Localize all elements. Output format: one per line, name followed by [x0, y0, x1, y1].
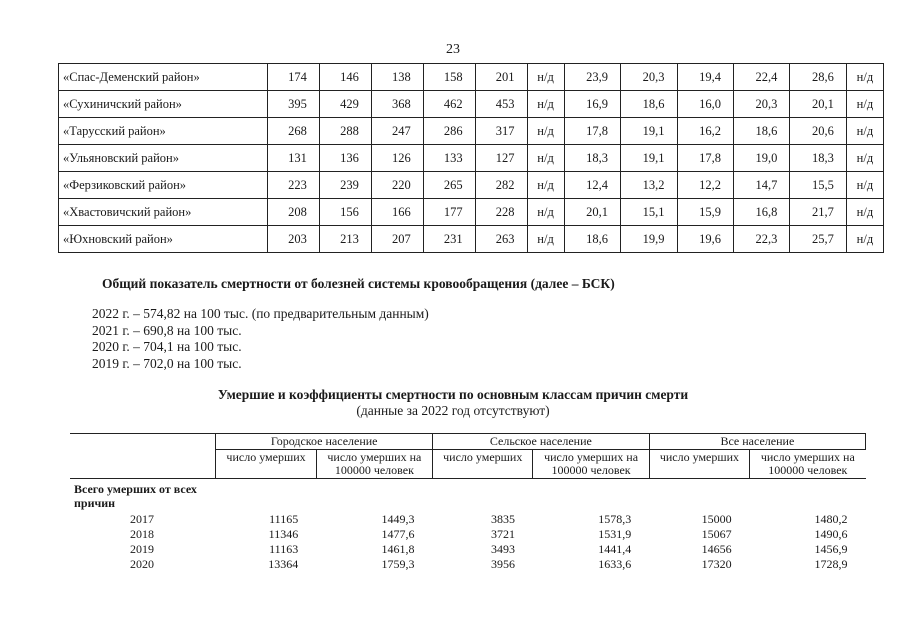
sub-header: число умерших на 100000 человек [750, 450, 866, 479]
district-value: 22,4 [733, 64, 789, 91]
bsk-line: 2021 г. – 690,8 на 100 тыс. [92, 322, 242, 338]
district-value: н/д [846, 172, 883, 199]
district-value: 12,2 [677, 172, 733, 199]
district-value: н/д [527, 91, 564, 118]
district-row [59, 64, 884, 91]
district-name: «Тарусский район» [59, 118, 268, 145]
district-value: 395 [268, 91, 320, 118]
district-value: 228 [475, 199, 527, 226]
district-value: 28,6 [790, 64, 846, 91]
district-value: н/д [846, 91, 883, 118]
year-value: 3956 [490, 557, 515, 571]
district-value: 20,6 [790, 118, 846, 145]
district-value: 265 [423, 172, 475, 199]
year-value: 3493 [490, 542, 515, 556]
district-value: 12,4 [564, 172, 620, 199]
district-name: «Юхновский район» [59, 226, 268, 253]
year-value: 1759,3 [381, 557, 415, 571]
district-row [59, 199, 884, 226]
district-value: 13,2 [621, 172, 677, 199]
district-value: н/д [527, 226, 564, 253]
sub-header: число умерших [649, 450, 749, 479]
district-value: н/д [527, 172, 564, 199]
district-value: 247 [371, 118, 423, 145]
sub-header: число умерших [433, 450, 533, 479]
district-value: 18,6 [621, 91, 677, 118]
year-value: 11165 [269, 512, 299, 526]
district-value: 25,7 [790, 226, 846, 253]
district-value: 133 [423, 145, 475, 172]
district-value: 462 [423, 91, 475, 118]
year-value: 1728,9 [814, 557, 848, 571]
district-value: 16,9 [564, 91, 620, 118]
year-value: 14656 [701, 542, 732, 556]
bsk-section-title: Общий показатель смертности от болезней системы кровообращения (далее – БСК) [102, 276, 615, 291]
district-value: 18,6 [733, 118, 789, 145]
district-value: 19,6 [677, 226, 733, 253]
year-value: 1480,2 [814, 512, 848, 526]
district-value: 317 [475, 118, 527, 145]
district-value: 19,0 [733, 145, 789, 172]
district-value: 136 [319, 145, 371, 172]
district-value: 15,9 [677, 199, 733, 226]
district-value: 146 [319, 64, 371, 91]
district-value: 220 [371, 172, 423, 199]
district-value: н/д [846, 145, 883, 172]
year-row [70, 542, 866, 557]
year-value: 1477,6 [381, 527, 415, 541]
district-value: 288 [319, 118, 371, 145]
district-name: «Спас-Деменский район» [59, 64, 268, 91]
year-row [70, 527, 866, 542]
district-row [59, 91, 884, 118]
district-row [59, 145, 884, 172]
district-value: 239 [319, 172, 371, 199]
district-value: 203 [268, 226, 320, 253]
district-value: 16,2 [677, 118, 733, 145]
district-value: 20,1 [790, 91, 846, 118]
year-value: 1633,6 [598, 557, 632, 571]
district-value: 16,0 [677, 91, 733, 118]
district-value: 127 [475, 145, 527, 172]
bsk-line: 2020 г. – 704,1 на 100 тыс. [92, 339, 242, 354]
district-row [59, 172, 884, 199]
year-value: 3721 [490, 527, 515, 541]
district-value: 21,7 [790, 199, 846, 226]
district-value: 208 [268, 199, 320, 226]
district-value: 223 [268, 172, 320, 199]
district-value: 18,6 [564, 226, 620, 253]
district-value: 15,1 [621, 199, 677, 226]
district-value: 263 [475, 226, 527, 253]
district-value: н/д [846, 226, 883, 253]
sub-header: число умерших на 100000 человек [533, 450, 649, 479]
district-value: 429 [319, 91, 371, 118]
district-value: 20,3 [621, 64, 677, 91]
year-value: 1449,3 [381, 512, 415, 526]
district-value: 282 [475, 172, 527, 199]
district-value: 14,7 [733, 172, 789, 199]
district-value: н/д [846, 199, 883, 226]
district-value: 138 [371, 64, 423, 91]
year-value: 15067 [701, 527, 732, 541]
district-name: «Ульяновский район» [59, 145, 268, 172]
districts-table [58, 63, 884, 253]
bsk-line: 2019 г. – 702,0 на 100 тыс. [92, 355, 242, 371]
year-value: 11163 [269, 542, 299, 556]
district-value: 18,3 [790, 145, 846, 172]
district-value: н/д [846, 64, 883, 91]
district-value: 201 [475, 64, 527, 91]
group-header-total: Все население [649, 434, 865, 450]
district-value: 19,1 [621, 145, 677, 172]
district-value: н/д [527, 145, 564, 172]
district-value: 17,8 [677, 145, 733, 172]
year-row [70, 512, 866, 527]
year-value: 1461,8 [381, 542, 415, 556]
district-value: н/д [527, 118, 564, 145]
district-value: 15,5 [790, 172, 846, 199]
year-value: 17320 [701, 557, 732, 571]
causes-table [70, 433, 866, 572]
district-value: 174 [268, 64, 320, 91]
district-value: 16,8 [733, 199, 789, 226]
year-value: 1531,9 [598, 527, 632, 541]
district-value: 18,3 [564, 145, 620, 172]
sub-header: число умерших на 100000 человек [316, 450, 432, 479]
district-value: 20,1 [564, 199, 620, 226]
district-value: 23,9 [564, 64, 620, 91]
year-value: 1490,6 [814, 527, 848, 541]
year-row [70, 557, 866, 572]
district-value: 131 [268, 145, 320, 172]
district-value: 207 [371, 226, 423, 253]
district-value: 368 [371, 91, 423, 118]
district-value: 213 [319, 226, 371, 253]
district-value: 156 [319, 199, 371, 226]
year-value: 1578,3 [598, 512, 632, 526]
year-value: 13364 [268, 557, 299, 571]
year-cell: 2020 [130, 557, 154, 571]
bsk-lines [92, 306, 429, 372]
district-value: н/д [846, 118, 883, 145]
year-value: 11346 [268, 527, 299, 541]
district-value: 453 [475, 91, 527, 118]
district-value: н/д [527, 199, 564, 226]
group-header-urban: Городское население [216, 434, 433, 450]
causes-table-subtitle: (данные за 2022 год отсутствуют) [356, 403, 550, 418]
district-row [59, 226, 884, 253]
row-label-all-causes: Всего умерших от всех причин [70, 479, 216, 513]
district-value: 19,4 [677, 64, 733, 91]
district-value: 19,1 [621, 118, 677, 145]
district-name: «Хвастовичский район» [59, 199, 268, 226]
sub-header: число умерших [216, 450, 316, 479]
district-value: н/д [527, 64, 564, 91]
page-number: 23 [446, 42, 460, 57]
year-cell: 2019 [130, 542, 154, 556]
header-blank [70, 434, 216, 479]
district-value: 268 [268, 118, 320, 145]
district-name: «Сухиничский район» [59, 91, 268, 118]
bsk-line: 2022 г. – 574,82 на 100 тыс. (по предварительным данным) [92, 306, 429, 321]
year-cell: 2017 [130, 512, 154, 526]
causes-table-title: Умершие и коэффициенты смертности по основным классам причин смерти [217, 387, 689, 402]
district-value: 286 [423, 118, 475, 145]
year-value: 1456,9 [814, 542, 848, 556]
district-value: 19,9 [621, 226, 677, 253]
year-value: 1441,4 [598, 542, 632, 556]
district-value: 231 [423, 226, 475, 253]
district-value: 166 [371, 199, 423, 226]
district-value: 158 [423, 64, 475, 91]
district-value: 17,8 [564, 118, 620, 145]
year-value: 3835 [490, 512, 515, 526]
district-value: 20,3 [733, 91, 789, 118]
district-value: 22,3 [733, 226, 789, 253]
year-cell: 2018 [130, 527, 154, 541]
district-row [59, 118, 884, 145]
year-value: 15000 [701, 512, 732, 526]
district-value: 177 [423, 199, 475, 226]
group-header-rural: Сельское население [433, 434, 650, 450]
district-name: «Ферзиковский район» [59, 172, 268, 199]
district-value: 126 [371, 145, 423, 172]
